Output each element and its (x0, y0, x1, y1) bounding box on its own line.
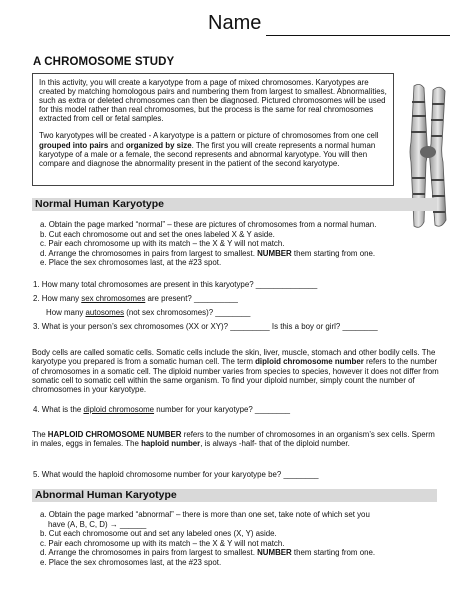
name-line[interactable] (266, 35, 450, 36)
list-item: b. Cut each chromosome out and set the ones labeled X & Y aside. (40, 229, 275, 239)
q-text: 4. What is the (33, 405, 84, 414)
question-3[interactable]: 3. What is your person’s sex chromosomes (XX or XY)? _________ Is this a boy or girl? ________ (33, 322, 378, 331)
question-1[interactable]: 1. How many total chromosomes are present in this karyotype? ______________ (33, 280, 318, 289)
abnormal-steps (40, 510, 375, 567)
intro-bold-pairs: grouped into pairs (39, 140, 109, 150)
q-underlined: diploid chromosome (83, 405, 155, 414)
para-text: refers to the number of chromosomes in an organism’s sex cells. Sperm in males, eggs in females. The (32, 430, 435, 449)
intro-text: . The first you will create represents a normal human karyotype of a male or a female, the second represents and abnormal karyotype. You will then compare and diagnose the abnormality present in the patient of the second karyotype. (39, 140, 376, 168)
q-underlined: autosomes (85, 308, 125, 317)
name-label: Name (208, 12, 262, 34)
intro-box (32, 73, 394, 186)
step-bold: NUMBER (257, 248, 292, 258)
intro-text: Two karyotypes will be created - A karyotype is a pattern or picture of chromosomes from one cell (39, 131, 379, 141)
question-4[interactable] (33, 405, 290, 415)
para-text: The (32, 430, 48, 439)
q-text: (not sex chromosomes)? ________ (124, 308, 251, 317)
para-bold: haploid number (141, 439, 201, 449)
list-item: c. Pair each chromosome up with its match – the X & Y will not match. (40, 538, 285, 548)
list-item: b. Cut each chromosome out and set any labeled ones (X, Y) aside. (40, 529, 277, 538)
intro-paragraph-1: In this activity, you will create a karyotype from a page of mixed chromosomes. Karyotypes are created by matching homologous pairs and numbering them from largest to smallest. Abnormalities, such as extra or deleted chromosomes can then be diagnosed. Pictured chromosomes will be used for this model rather than real chromosomes, but the process is the same for real chromosomes extracted from cell or fetal samples. (39, 78, 387, 124)
intro-text: and (108, 140, 126, 150)
section-heading-abnormal: Abnormal Human Karyotype (32, 489, 437, 502)
para-text: Body cells are called somatic cells. Somatic cells include the skin, liver, muscle, stomach and other bodily cells. The karyotype you prepared is from a somatic human cell. The term (32, 348, 436, 367)
list-item: e. Place the sex chromosomes last, at the #23 spot. (40, 557, 222, 567)
normal-steps (40, 220, 376, 268)
para-bold: HAPLOID CHROMOSOME NUMBER (47, 430, 182, 439)
q-text: are present? __________ (145, 294, 238, 303)
intro-paragraph-2 (39, 131, 387, 167)
somatic-paragraph (32, 348, 442, 394)
step-text: them starting from one. (291, 248, 376, 258)
list-item (40, 249, 376, 259)
list-item: a. Obtain the page marked “abnormal” – there is more than one set, take note of which set you (40, 510, 370, 519)
q-text: 2. How many (33, 294, 82, 303)
q-text: number for your karyotype? ________ (154, 405, 291, 414)
list-item (40, 548, 375, 558)
list-item: have (A, B, C, D) → ______ (48, 519, 147, 529)
step-text: d. Arrange the chromosomes in pairs from largest to smallest. (40, 248, 255, 258)
para-text: , is always -half- that of the diploid number. (200, 439, 350, 449)
q-underlined: sex chromosomes (81, 294, 146, 303)
q-text: How many (46, 308, 86, 317)
step-bold: NUMBER (257, 548, 292, 557)
para-bold: diploid chromosome number (255, 357, 364, 367)
step-text: them starting from one. (291, 548, 376, 557)
name-field[interactable] (208, 8, 458, 38)
question-5[interactable]: 5. What would the haploid chromosome number for your karyotype be? ________ (33, 470, 319, 479)
haploid-paragraph (32, 430, 442, 449)
intro-bold-size: organized by size (125, 140, 192, 150)
list-item: a. Obtain the page marked “normal” – these are pictures of chromosomes from a normal human. (40, 220, 377, 229)
question-2[interactable] (33, 294, 238, 304)
question-2-autosomes[interactable] (46, 308, 250, 318)
list-item: e. Place the sex chromosomes last, at the #23 spot. (40, 258, 222, 267)
step-text: d. Arrange the chromosomes in pairs from largest to smallest. (40, 548, 255, 557)
section-heading-normal: Normal Human Karyotype (32, 198, 437, 211)
list-item: c. Pair each chromosome up with its match – the X & Y will not match. (40, 239, 285, 248)
page-title: A CHROMOSOME STUDY (33, 56, 175, 68)
para-text: refers to the number of chromosomes in a somatic cell. The diploid number varies from species to species, however it does not differ from somatic cell to somatic cell within the same organism. To find your diploid number, simply count the number of chromosomes in your karyotype. (32, 357, 439, 395)
